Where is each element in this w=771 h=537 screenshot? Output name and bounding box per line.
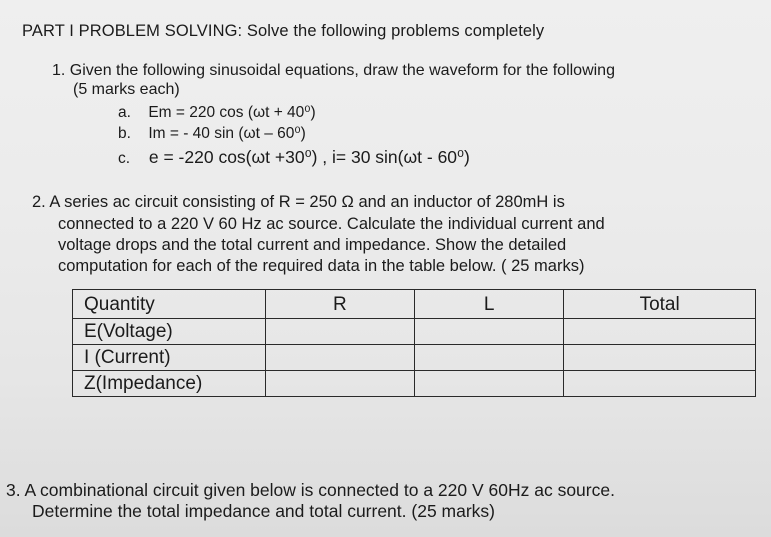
- table-row: [73, 345, 756, 371]
- item-b-label: b.: [118, 125, 131, 142]
- question-2-line-4: computation for each of the required data in the table below. ( 25 marks): [58, 257, 585, 275]
- row-label-impedance: Z(Impedance): [73, 371, 266, 397]
- part-heading: PART I PROBLEM SOLVING: Solve the following problems completely: [22, 22, 545, 40]
- cell-voltage-r: [265, 319, 414, 345]
- cell-current-total: [564, 345, 756, 371]
- header-total: Total: [564, 290, 756, 319]
- cell-impedance-r: [265, 371, 414, 397]
- item-a-label: a.: [118, 104, 131, 121]
- question-3-line-1: 3. A combinational circuit given below is connected to a 220 V 60Hz ac source.: [6, 480, 615, 500]
- question-2-line-3: voltage drops and the total current and impedance. Show the detailed: [58, 236, 567, 254]
- row-label-current: I (Current): [73, 345, 266, 371]
- question-2-line-1: 2. A series ac circuit consisting of R = 250 Ω and an inductor of 280mH is: [32, 193, 565, 211]
- question-1-item-b: [118, 124, 306, 143]
- cell-current-l: [415, 345, 564, 371]
- table-row: [73, 371, 756, 397]
- answer-table: [72, 289, 756, 397]
- question-1-line-2: (5 marks each): [73, 81, 180, 98]
- header-l: L: [415, 290, 564, 319]
- question-3-line-2: Determine the total impedance and total current. (25 marks): [32, 501, 495, 521]
- cell-impedance-l: [415, 371, 564, 397]
- row-label-voltage: E(Voltage): [73, 319, 266, 345]
- table-header-row: [73, 290, 756, 319]
- question-1-item-a: [118, 103, 316, 122]
- item-c-label: c.: [118, 150, 131, 167]
- question-1-item-c: [118, 147, 470, 168]
- cell-voltage-l: [415, 319, 564, 345]
- cell-current-r: [265, 345, 414, 371]
- header-r: R: [265, 290, 414, 319]
- header-quantity: Quantity: [73, 290, 266, 319]
- cell-impedance-total: [564, 371, 756, 397]
- item-a-equation: Em = 220 cos (ωt + 40⁰): [148, 104, 316, 121]
- item-c-equation: e = -220 cos(ωt +30⁰) , i= 30 sin(ωt - 60⁰): [148, 147, 470, 167]
- table-row: [73, 319, 756, 345]
- item-b-equation: Im = - 40 sin (ωt – 60⁰): [148, 125, 306, 142]
- question-2-line-2: connected to a 220 V 60 Hz ac source. Calculate the individual current and: [58, 215, 605, 233]
- cell-voltage-total: [564, 319, 756, 345]
- question-1-line-1: 1. Given the following sinusoidal equations, draw the waveform for the following: [52, 62, 615, 79]
